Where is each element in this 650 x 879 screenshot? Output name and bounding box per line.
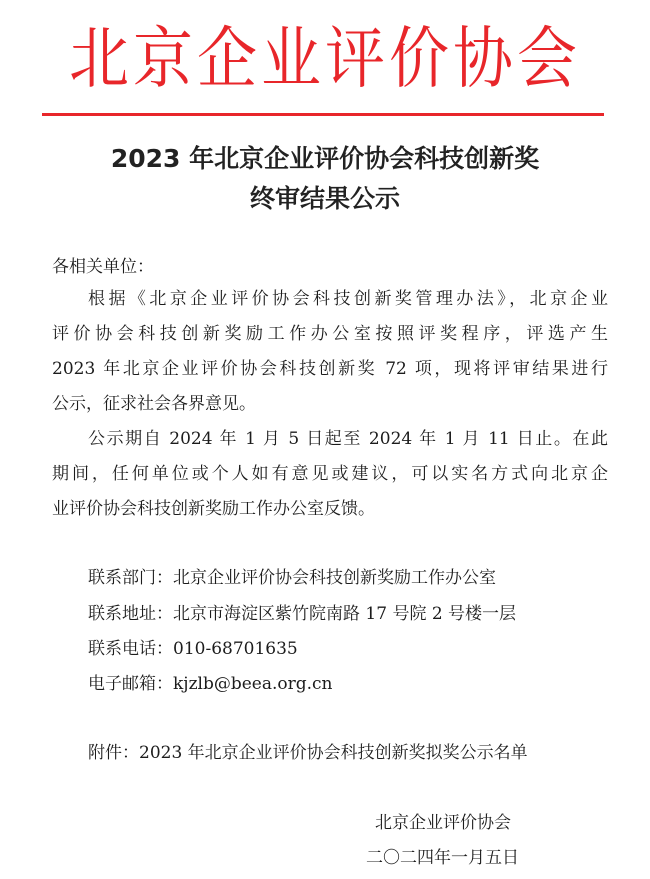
- para2-line-2: 期间，任何单位或个人如有意见或建议，可以实名方式向北京企: [52, 464, 608, 484]
- para1-line-3: 2023 年北京企业评价协会科技创新奖 72 项，现将评审结果进行: [52, 359, 608, 379]
- salutation: 各相关单位：: [52, 257, 154, 277]
- contact-address: 联系地址：北京市海淀区紫竹院南路 17 号院 2 号楼一层: [88, 604, 517, 624]
- contact-department: 联系部门：北京企业评价协会科技创新奖励工作办公室: [88, 568, 496, 588]
- signature-org: 北京企业评价协会: [375, 813, 511, 833]
- document-title-line-1: 2023 年北京企业评价协会科技创新奖: [110, 144, 540, 173]
- contact-email: 电子邮箱：kjzlb@beea.org.cn: [88, 674, 333, 694]
- para2-line-3: 业评价协会科技创新奖励工作办公室反馈。: [52, 499, 375, 519]
- contact-phone: 联系电话：010-68701635: [88, 639, 298, 659]
- para1-line-1: 根据《北京企业评价协会科技创新奖管理办法》，北京企业: [88, 289, 608, 309]
- para2-line-1: 公示期自 2024 年 1 月 5 日起至 2024 年 1 月 11 日止。在此: [88, 429, 608, 449]
- document-title-line-2: 终审结果公示: [249, 184, 400, 213]
- para1-line-2: 评价协会科技创新奖励工作办公室按照评奖程序，评选产生: [52, 324, 608, 344]
- para1-line-4: 公示，征求社会各界意见。: [52, 394, 256, 414]
- attachment-line: 附件：2023 年北京企业评价协会科技创新奖拟奖公示名单: [88, 743, 528, 763]
- masthead-red-rule: [42, 113, 604, 116]
- signature-date: 二〇二四年一月五日: [366, 848, 519, 868]
- masthead-org-name: 北京企业评价协会: [69, 19, 581, 99]
